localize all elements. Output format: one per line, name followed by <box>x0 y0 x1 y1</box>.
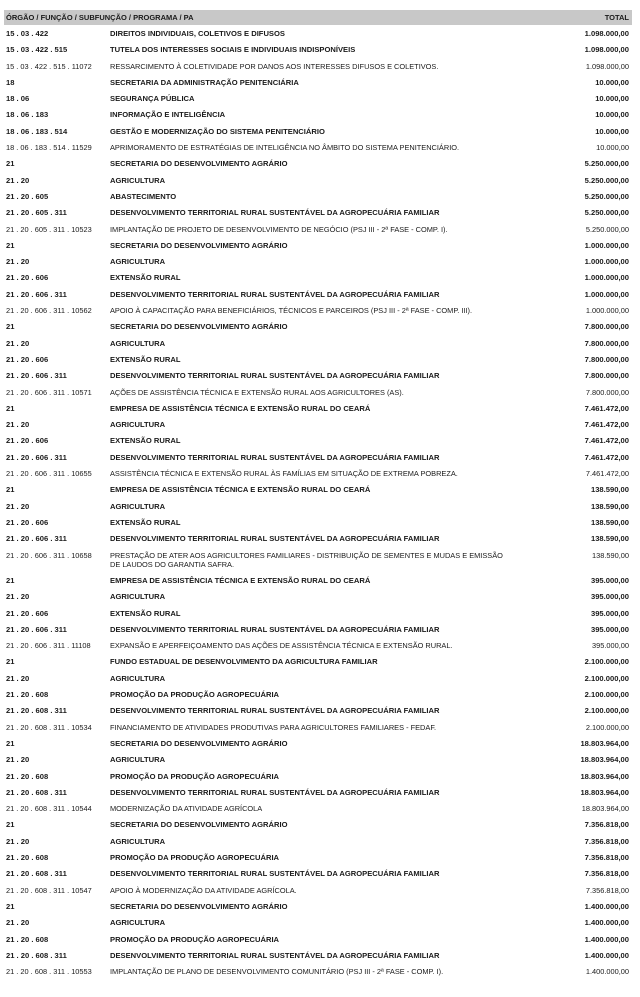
row-code: 15 . 03 . 422 . 515 <box>6 45 68 55</box>
row-code: 21 . 20 . 608 . 311 <box>6 787 67 797</box>
table-row <box>4 591 632 607</box>
table-row <box>4 321 632 337</box>
row-total: 1.000.000,00 <box>584 257 629 267</box>
row-code: 21 . 20 . 608 . 311 <box>6 869 67 879</box>
row-total: 138.590,00 <box>590 534 629 544</box>
row-code: 21 . 20 . 606 . 311 <box>6 452 67 462</box>
table-row <box>4 917 632 933</box>
table-row <box>4 803 632 819</box>
row-description: PRESTAÇÃO DE ATER AOS AGRICULTORES FAMILIARES - DISTRIBUIÇÃO DE SEMENTES E MUDAS E EMISSÃO DE LAUDOS DO GARANTIA SAFRA. <box>110 550 503 569</box>
row-code: 21 . 20 . 606 . 311 . 10658 <box>6 550 92 560</box>
row-code: 21 . 20 . 606 <box>6 608 49 618</box>
row-description: FUNDO ESTADUAL DE DESENVOLVIMENTO DA AGRICULTURA FAMILIAR <box>110 657 378 667</box>
row-description: DESENVOLVIMENTO TERRITORIAL RURAL SUSTENTÁVEL DA AGROPECUÁRIA FAMILIAR <box>110 452 440 462</box>
row-total: 7.356.818,00 <box>584 869 629 879</box>
row-total: 138.590,00 <box>590 485 629 495</box>
row-code: 21 . 20 . 605 . 311 <box>6 208 67 218</box>
table-row <box>4 656 632 672</box>
row-code: 21 . 20 <box>6 918 30 928</box>
row-total: 1.400.000,00 <box>584 950 629 960</box>
row-total: 1.400.000,00 <box>584 918 629 928</box>
row-description: DESENVOLVIMENTO TERRITORIAL RURAL SUSTENTÁVEL DA AGROPECUÁRIA FAMILIAR <box>110 534 440 544</box>
row-description: DESENVOLVIMENTO TERRITORIAL RURAL SUSTENTÁVEL DA AGROPECUÁRIA FAMILIAR <box>110 371 440 381</box>
row-description: EMPRESA DE ASSISTÊNCIA TÉCNICA E EXTENSÃO RURAL DO CEARÁ <box>110 403 371 413</box>
table-row <box>4 142 632 158</box>
table-row <box>4 93 632 109</box>
row-description: AGRICULTURA <box>110 420 166 430</box>
row-code: 21 . 20 <box>6 592 30 602</box>
row-description: SECRETARIA DA ADMINISTRAÇÃO PENITENCIÁRIA <box>110 77 299 87</box>
table-row <box>4 354 632 370</box>
row-description: AGRICULTURA <box>110 673 166 683</box>
row-description: EMPRESA DE ASSISTÊNCIA TÉCNICA E EXTENSÃO RURAL DO CEARÁ <box>110 576 371 585</box>
table-row <box>4 435 632 451</box>
row-total: 395.000,00 <box>590 576 629 585</box>
header-total-column: TOTAL <box>604 13 629 22</box>
table-row <box>4 885 632 901</box>
row-description: APRIMORAMENTO DE ESTRATÉGIAS DE INTELIGÊNCIA NO ÂMBITO DO SISTEMA PENITENCIÁRIO. <box>110 143 460 153</box>
table-row <box>4 28 632 44</box>
table-row <box>4 468 632 484</box>
table-row <box>4 452 632 468</box>
table-row <box>4 533 632 549</box>
row-code: 21 . 20 . 606 <box>6 273 49 283</box>
table-header <box>4 10 632 25</box>
row-description: EXPANSÃO E APERFEIÇOAMENTO DAS AÇÕES DE ASSISTÊNCIA TÉCNICA E EXTENSÃO RURAL. <box>110 641 453 651</box>
table-row <box>4 966 632 982</box>
row-code: 21 . 20 <box>6 175 30 185</box>
row-total: 10.000,00 <box>595 110 629 120</box>
row-total: 18.803.964,00 <box>580 771 629 781</box>
table-row <box>4 109 632 125</box>
row-code: 21 <box>6 901 15 911</box>
row-description: APOIO À MODERNIZAÇÃO DA ATIVIDADE AGRÍCOLA. <box>110 885 297 895</box>
row-description: GESTÃO E MODERNIZAÇÃO DO SISTEMA PENITENCIÁRIO <box>110 126 325 136</box>
row-description: SECRETARIA DO DESENVOLVIMENTO AGRÁRIO <box>110 322 288 332</box>
row-total: 395.000,00 <box>590 624 629 634</box>
row-description: ABASTECIMENTO <box>110 191 177 201</box>
row-code: 18 . 06 . 183 . 514 <box>6 126 68 136</box>
table-row <box>4 950 632 966</box>
row-total: 395.000,00 <box>590 608 629 618</box>
row-total: 18.803.964,00 <box>580 787 629 797</box>
row-code: 21 . 20 . 606 <box>6 354 49 364</box>
row-total: 7.461.472,00 <box>584 403 629 413</box>
row-description: SEGURANÇA PÚBLICA <box>110 94 195 104</box>
row-code: 21 . 20 . 606 . 311 . 10655 <box>6 469 92 479</box>
row-total: 138.590,00 <box>590 517 629 527</box>
table-row <box>4 722 632 738</box>
row-description: PROMOÇÃO DA PRODUÇÃO AGROPECUÁRIA <box>110 853 280 863</box>
row-description: TUTELA DOS INTERESSES SOCIAIS E INDIVIDUAIS INDISPONÍVEIS <box>110 45 356 55</box>
row-description: EXTENSÃO RURAL <box>110 436 181 446</box>
row-total: 7.356.818,00 <box>584 820 629 830</box>
table-row <box>4 240 632 256</box>
row-total: 1.098.000,00 <box>584 45 629 55</box>
table-row <box>4 836 632 852</box>
table-row <box>4 575 632 591</box>
row-total: 138.590,00 <box>592 550 629 560</box>
table-row <box>4 934 632 950</box>
row-total: 138.590,00 <box>590 501 629 511</box>
row-description: AGRICULTURA <box>110 501 166 511</box>
row-total: 7.800.000,00 <box>584 322 629 332</box>
row-code: 21 <box>6 403 15 413</box>
row-code: 21 . 20 . 606 . 311 <box>6 371 67 381</box>
row-code: 21 . 20 <box>6 501 30 511</box>
table-row <box>4 224 632 240</box>
table-row <box>4 640 632 656</box>
row-total: 5.250.000,00 <box>585 224 629 234</box>
row-description: IMPLANTAÇÃO DE PROJETO DE DESENVOLVIMENTO DE NEGÓCIO (PSJ III - 2ª FASE - COMP. I). <box>110 224 448 234</box>
table-row <box>4 868 632 884</box>
row-total: 5.250.000,00 <box>584 175 629 185</box>
row-total: 395.000,00 <box>592 641 629 651</box>
row-description: RESSARCIMENTO À COLETIVIDADE POR DANOS AOS INTERESSES DIFUSOS E COLETIVOS. <box>110 61 439 71</box>
row-description: DIREITOS INDIVIDUAIS, COLETIVOS E DIFUSOS <box>110 29 285 38</box>
row-total: 7.461.472,00 <box>584 452 629 462</box>
row-description: EXTENSÃO RURAL <box>110 354 181 364</box>
row-code: 21 . 20 <box>6 836 30 846</box>
row-code: 18 . 06 . 183 <box>6 110 49 120</box>
row-description: AGRICULTURA <box>110 755 166 765</box>
row-description: SECRETARIA DO DESENVOLVIMENTO AGRÁRIO <box>110 159 288 169</box>
row-code: 21 . 20 <box>6 338 30 348</box>
row-description: PROMOÇÃO DA PRODUÇÃO AGROPECUÁRIA <box>110 771 280 781</box>
row-code: 21 . 20 <box>6 420 30 430</box>
row-code: 21 . 20 . 608 <box>6 934 49 944</box>
row-total: 1.400.000,00 <box>585 967 629 977</box>
table-row <box>4 689 632 705</box>
row-description: EXTENSÃO RURAL <box>110 608 181 618</box>
table-row <box>4 256 632 272</box>
row-total: 5.250.000,00 <box>584 208 629 218</box>
row-code: 21 . 20 . 608 . 311 <box>6 950 67 960</box>
row-total: 395.000,00 <box>590 592 629 602</box>
row-total: 7.356.818,00 <box>584 836 629 846</box>
row-description: DESENVOLVIMENTO TERRITORIAL RURAL SUSTENTÁVEL DA AGROPECUÁRIA FAMILIAR <box>110 706 440 716</box>
table-row <box>4 501 632 517</box>
table-row <box>4 207 632 223</box>
table-row <box>4 61 632 77</box>
row-code: 21 . 20 . 608 <box>6 690 49 700</box>
table-body <box>4 28 632 982</box>
row-total: 2.100.000,00 <box>584 690 629 700</box>
row-total: 7.800.000,00 <box>585 387 629 397</box>
row-total: 1.098.000,00 <box>584 29 629 38</box>
table-row <box>4 550 632 576</box>
table-row <box>4 419 632 435</box>
row-total: 7.461.472,00 <box>584 436 629 446</box>
row-description: SECRETARIA DO DESENVOLVIMENTO AGRÁRIO <box>110 901 288 911</box>
row-description: SECRETARIA DO DESENVOLVIMENTO AGRÁRIO <box>110 820 288 830</box>
row-total: 7.461.472,00 <box>585 469 629 479</box>
row-description: EXTENSÃO RURAL <box>110 517 181 527</box>
row-total: 18.803.964,00 <box>580 755 629 765</box>
row-description: DESENVOLVIMENTO TERRITORIAL RURAL SUSTENTÁVEL DA AGROPECUÁRIA FAMILIAR <box>110 208 440 218</box>
row-code: 21 . 20 . 606 . 311 <box>6 534 67 544</box>
row-total: 1.000.000,00 <box>585 306 629 316</box>
table-row <box>4 754 632 770</box>
row-total: 7.800.000,00 <box>584 371 629 381</box>
row-description: AGRICULTURA <box>110 338 166 348</box>
table-row <box>4 787 632 803</box>
table-row <box>4 272 632 288</box>
table-row <box>4 771 632 787</box>
row-code: 21 . 20 . 608 . 311 . 10534 <box>6 722 92 732</box>
row-total: 10.000,00 <box>595 126 629 136</box>
table-row <box>4 403 632 419</box>
row-total: 2.100.000,00 <box>584 673 629 683</box>
row-description: IMPLANTAÇÃO DE PLANO DE DESENVOLVIMENTO COMUNITÁRIO (PSJ III - 2ª FASE - COMP. I). <box>110 967 444 977</box>
row-description: AGRICULTURA <box>110 836 166 846</box>
row-code: 21 <box>6 322 15 332</box>
row-description: AGRICULTURA <box>110 257 166 267</box>
row-code: 21 . 20 . 608 . 311 . 10547 <box>6 885 92 895</box>
row-total: 1.000.000,00 <box>584 289 629 299</box>
table-row <box>4 738 632 754</box>
row-description: PROMOÇÃO DA PRODUÇÃO AGROPECUÁRIA <box>110 690 280 700</box>
row-total: 10.000,00 <box>596 143 629 153</box>
table-row <box>4 305 632 321</box>
table-row <box>4 175 632 191</box>
row-code: 21 . 20 . 606 <box>6 517 49 527</box>
table-row <box>4 517 632 533</box>
row-total: 7.356.818,00 <box>585 885 629 895</box>
row-total: 7.356.818,00 <box>584 853 629 863</box>
row-description: AÇÕES DE ASSISTÊNCIA TÉCNICA E EXTENSÃO RURAL AOS AGRICULTORES (AS). <box>110 387 404 397</box>
row-code: 21 . 20 . 606 <box>6 436 49 446</box>
table-row <box>4 370 632 386</box>
row-total: 1.000.000,00 <box>584 240 629 250</box>
row-code: 21 . 20 . 606 . 311 <box>6 624 67 634</box>
table-row <box>4 484 632 500</box>
row-code: 21 . 20 <box>6 673 30 683</box>
row-total: 2.100.000,00 <box>584 706 629 716</box>
row-code: 21 . 20 <box>6 257 30 267</box>
row-code: 21 <box>6 576 15 585</box>
row-code: 18 <box>6 77 15 87</box>
row-description: ASSISTÊNCIA TÉCNICA E EXTENSÃO RURAL ÀS FAMÍLIAS EM SITUAÇÃO DE EXTREMA POBREZA. <box>110 469 458 479</box>
row-code: 21 . 20 . 606 . 311 <box>6 289 67 299</box>
row-code: 21 . 20 . 608 . 311 . 10553 <box>6 967 92 977</box>
row-description: DESENVOLVIMENTO TERRITORIAL RURAL SUSTENTÁVEL DA AGROPECUÁRIA FAMILIAR <box>110 869 440 879</box>
row-total: 5.250.000,00 <box>584 191 629 201</box>
row-description: EXTENSÃO RURAL <box>110 273 181 283</box>
table-row <box>4 44 632 60</box>
row-description: PROMOÇÃO DA PRODUÇÃO AGROPECUÁRIA <box>110 934 280 944</box>
row-description: SECRETARIA DO DESENVOLVIMENTO AGRÁRIO <box>110 240 288 250</box>
row-total: 1.400.000,00 <box>584 901 629 911</box>
row-total: 7.461.472,00 <box>584 420 629 430</box>
row-description: INFORMAÇÃO E INTELIGÊNCIA <box>110 110 226 120</box>
table-row <box>4 387 632 403</box>
row-description: SECRETARIA DO DESENVOLVIMENTO AGRÁRIO <box>110 738 288 748</box>
row-total: 10.000,00 <box>595 94 629 104</box>
row-description: DESENVOLVIMENTO TERRITORIAL RURAL SUSTENTÁVEL DA AGROPECUÁRIA FAMILIAR <box>110 950 440 960</box>
row-total: 1.098.000,00 <box>585 61 629 71</box>
row-description: APOIO À CAPACITAÇÃO PARA BENEFICIÁRIOS, TÉCNICOS E PARCEIROS (PSJ III - 2ª FASE - COMP. III). <box>110 306 473 316</box>
row-total: 1.000.000,00 <box>584 273 629 283</box>
row-description: DESENVOLVIMENTO TERRITORIAL RURAL SUSTENTÁVEL DA AGROPECUÁRIA FAMILIAR <box>110 787 440 797</box>
row-total: 10.000,00 <box>595 77 629 87</box>
row-total: 1.400.000,00 <box>584 934 629 944</box>
table-row <box>4 901 632 917</box>
table-row <box>4 608 632 624</box>
row-code: 18 . 06 . 183 . 514 . 11529 <box>6 143 92 153</box>
row-code: 21 . 20 . 608 <box>6 853 49 863</box>
row-code: 18 . 06 <box>6 94 30 104</box>
row-code: 21 . 20 . 606 . 311 . 10562 <box>6 306 92 316</box>
row-code: 21 . 20 <box>6 755 30 765</box>
row-code: 21 <box>6 657 15 667</box>
row-code: 21 . 20 . 606 . 311 . 11108 <box>6 641 91 651</box>
row-description: AGRICULTURA <box>110 175 166 185</box>
row-total: 18.803.964,00 <box>581 804 629 814</box>
row-code: 21 <box>6 820 15 830</box>
row-total: 2.100.000,00 <box>585 722 629 732</box>
table-row <box>4 158 632 174</box>
table-row <box>4 819 632 835</box>
table-row <box>4 852 632 868</box>
row-description: FINANCIAMENTO DE ATIVIDADES PRODUTIVAS PARA AGRICULTORES FAMILIARES - FEDAF. <box>110 722 437 732</box>
header-code-column: ÓRGÃO / FUNÇÃO / SUBFUNÇÃO / PROGRAMA / PA <box>6 13 194 22</box>
table-row <box>4 705 632 721</box>
table-row <box>4 289 632 305</box>
row-code: 21 <box>6 159 15 169</box>
row-description: DESENVOLVIMENTO TERRITORIAL RURAL SUSTENTÁVEL DA AGROPECUÁRIA FAMILIAR <box>110 624 440 634</box>
row-total: 7.800.000,00 <box>584 354 629 364</box>
row-code: 21 . 20 . 608 . 311 . 10544 <box>6 804 92 814</box>
row-code: 21 . 20 . 608 . 311 <box>6 706 67 716</box>
row-total: 5.250.000,00 <box>584 159 629 169</box>
row-code: 15 . 03 . 422 . 515 . 11072 <box>6 61 92 71</box>
row-description: AGRICULTURA <box>110 592 166 602</box>
table-row <box>4 338 632 354</box>
table-row <box>4 673 632 689</box>
row-code: 21 <box>6 738 15 748</box>
row-description: EMPRESA DE ASSISTÊNCIA TÉCNICA E EXTENSÃO RURAL DO CEARÁ <box>110 485 371 495</box>
table-row <box>4 77 632 93</box>
row-code: 21 . 20 . 608 <box>6 771 49 781</box>
row-total: 7.800.000,00 <box>584 338 629 348</box>
row-description: AGRICULTURA <box>110 918 166 928</box>
table-row <box>4 191 632 207</box>
row-code: 15 . 03 . 422 <box>6 29 49 38</box>
table-row <box>4 624 632 640</box>
row-code: 21 . 20 . 605 . 311 . 10523 <box>6 224 92 234</box>
row-description: MODERNIZAÇÃO DA ATIVIDADE AGRÍCOLA <box>110 804 263 814</box>
row-total: 18.803.964,00 <box>580 738 629 748</box>
row-code: 21 . 20 . 605 <box>6 191 49 201</box>
row-code: 21 . 20 . 606 . 311 . 10571 <box>6 387 92 397</box>
row-description: DESENVOLVIMENTO TERRITORIAL RURAL SUSTENTÁVEL DA AGROPECUÁRIA FAMILIAR <box>110 289 440 299</box>
row-total: 2.100.000,00 <box>584 657 629 667</box>
table-row <box>4 126 632 142</box>
row-code: 21 <box>6 240 15 250</box>
row-code: 21 <box>6 485 15 495</box>
